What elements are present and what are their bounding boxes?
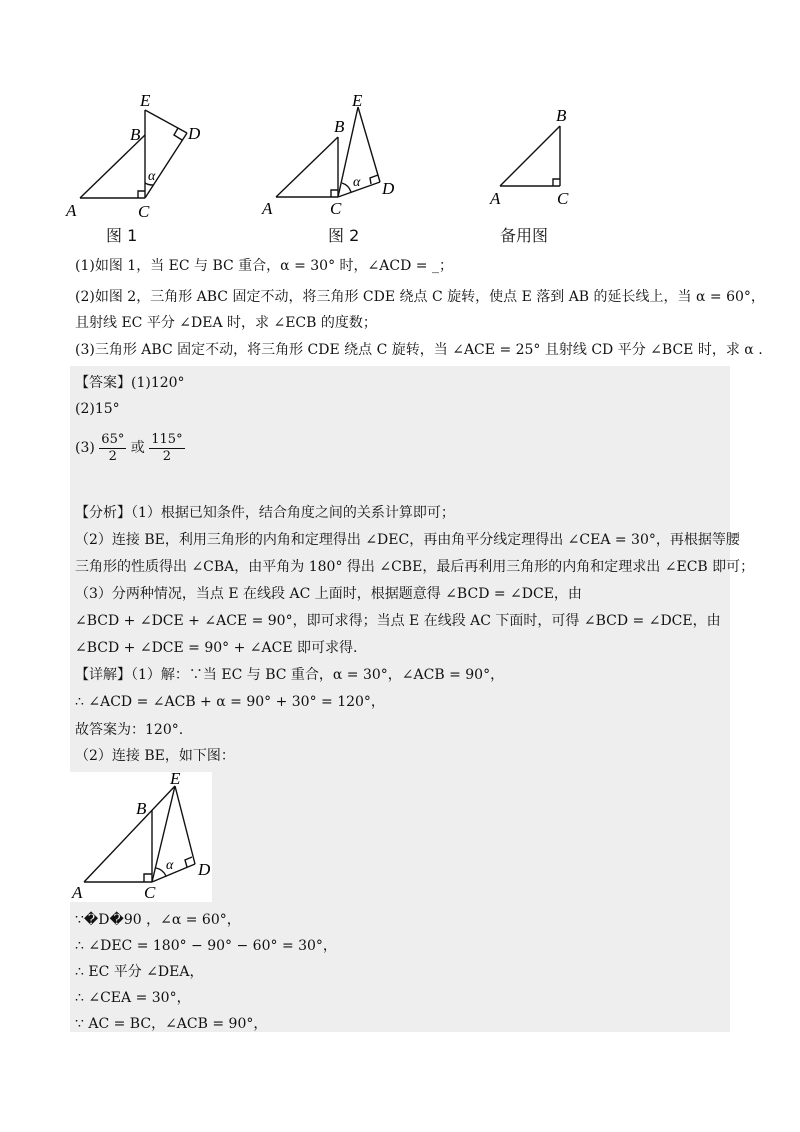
- fig4-label-alpha: α: [166, 858, 174, 873]
- detail2-line-1: ∵�D�90 ，∠α = 60°，: [75, 912, 241, 928]
- detail-line-4: （2）连接 BE，如下图：: [75, 748, 235, 764]
- answer-3-or: 或: [130, 440, 145, 456]
- fraction-1-denominator: 2: [108, 448, 117, 464]
- fig1-caption: 图 1: [106, 226, 138, 245]
- detail-line-3: 故答案为：120°.: [75, 722, 184, 738]
- fig2-right-angle-c: [331, 190, 338, 197]
- fig4-label-b: B: [136, 799, 147, 818]
- fig2-alpha-arc: [342, 183, 351, 192]
- answer-line-3: [75, 430, 185, 466]
- fig1-label-alpha: α: [148, 169, 156, 184]
- question-2-cont: 且射线 EC 平分 ∠DEA 时，求 ∠ECB 的度数；: [75, 315, 377, 331]
- analysis-line-5: ∠BCD + ∠DCE + ∠ACE = 90°，即可求得；当点 E 在线段 AC 下面时，可得 ∠BCD = ∠DCE，由: [75, 613, 721, 629]
- fig2-label-e: E: [352, 91, 363, 110]
- analysis-line-3: 三角形的性质得出 ∠CBA，由平角为 180° 得出 ∠CBE，最后再利用三角形的内角和定理求出 ∠ECB 即可；: [75, 559, 755, 575]
- fig1-label-a: A: [66, 201, 77, 220]
- analysis-line-4: （3）分两种情况，当点 E 在线段 AC 上面时，根据题意得 ∠BCD = ∠DCE，由: [75, 586, 582, 602]
- fig3-caption: 备用图: [500, 226, 549, 245]
- figure-4: [70, 769, 212, 902]
- fig3-segment-ab: [500, 126, 560, 186]
- detail2-line-2: ∴ ∠DEC = 180° − 90° − 60° = 30°，: [75, 938, 337, 954]
- analysis-line-1: 【分析】（1）根据已知条件，结合角度之间的关系计算即可；: [75, 505, 455, 521]
- fig2-label-alpha: α: [353, 175, 361, 190]
- fig1-label-d: D: [188, 124, 201, 143]
- fig1-label-b: B: [130, 125, 141, 144]
- fig2-label-d: D: [382, 179, 395, 198]
- fig1-label-c: C: [138, 202, 150, 221]
- fig2-caption: 图 2: [328, 226, 360, 245]
- fig3-label-a: A: [490, 189, 501, 208]
- fraction-2-denominator: 2: [162, 448, 172, 464]
- answer-line-1: [75, 373, 185, 393]
- detail2-line-4: ∴ ∠CEA = 30°，: [75, 990, 191, 1006]
- detail-line-1: 【详解】（1）解：∵当 EC 与 BC 重合，α = 30°，∠ACB = 90°，: [75, 667, 505, 683]
- fig4-label-a: A: [72, 883, 83, 902]
- fig1-segment-ab: [80, 135, 145, 198]
- fig1-right-angle-c: [138, 191, 145, 198]
- analysis-line-2: （2）连接 BE，利用三角形的内角和定理得出 ∠DEC，再由角平分线定理得出 ∠CEA = 30°，再根据等腰: [75, 532, 740, 548]
- figure-2: [258, 92, 418, 222]
- detail-line-2: ∴ ∠ACD = ∠ACB + α = 90° + 30° = 120°，: [75, 694, 385, 710]
- answer-3-prefix: (3): [75, 440, 95, 456]
- fig3-label-b: B: [556, 106, 567, 125]
- fig3-label-c: C: [557, 189, 569, 208]
- answer-heading: 【答案】: [75, 375, 131, 391]
- fig1-segment-ed: [145, 110, 187, 133]
- detail2-line-5: ∵ AC = BC，∠ACB = 90°，: [75, 1016, 268, 1032]
- fig2-segment-ed: [358, 107, 380, 182]
- fraction-2: [149, 432, 184, 465]
- fig1-segment-dc: [145, 133, 187, 198]
- question-1: (1)如图 1，当 EC 与 BC 重合，α = 30° 时，∠ACD = _；: [75, 258, 453, 274]
- figure-1: [60, 90, 220, 220]
- fraction-2-numerator: 115°: [151, 431, 183, 447]
- question-2: (2)如图 2，三角形 ABC 固定不动，将三角形 CDE 绕点 C 旋转，使点 E 落到 AB 的延长线上，当 α = 60°，: [75, 289, 765, 305]
- fig4-label-e: E: [170, 769, 181, 788]
- fraction-1: [99, 432, 126, 465]
- analysis-line-6: ∠BCD + ∠DCE = 90° + ∠ACE 即可求得.: [75, 640, 358, 656]
- figure-3: [484, 106, 594, 216]
- question-3: (3)三角形 ABC 固定不动，将三角形 CDE 绕点 C 旋转，当 ∠ACE = 25° 且射线 CD 平分 ∠BCE 时，求 α .: [75, 342, 763, 358]
- fig2-label-b: B: [334, 117, 345, 136]
- fig2-segment-ab: [276, 137, 338, 197]
- fig4-label-c: C: [144, 883, 156, 902]
- answer-2: (2)15°: [75, 401, 120, 417]
- detail2-line-3: ∴ EC 平分 ∠DEA，: [75, 964, 204, 980]
- fig4-label-d: D: [198, 860, 211, 879]
- fig2-label-c: C: [330, 199, 342, 218]
- fraction-1-numerator: 65°: [101, 431, 125, 447]
- fig2-label-a: A: [262, 199, 273, 218]
- fig1-label-e: E: [140, 91, 151, 110]
- answer-1: (1)120°: [131, 375, 185, 391]
- fig3-right-angle-c: [553, 179, 560, 186]
